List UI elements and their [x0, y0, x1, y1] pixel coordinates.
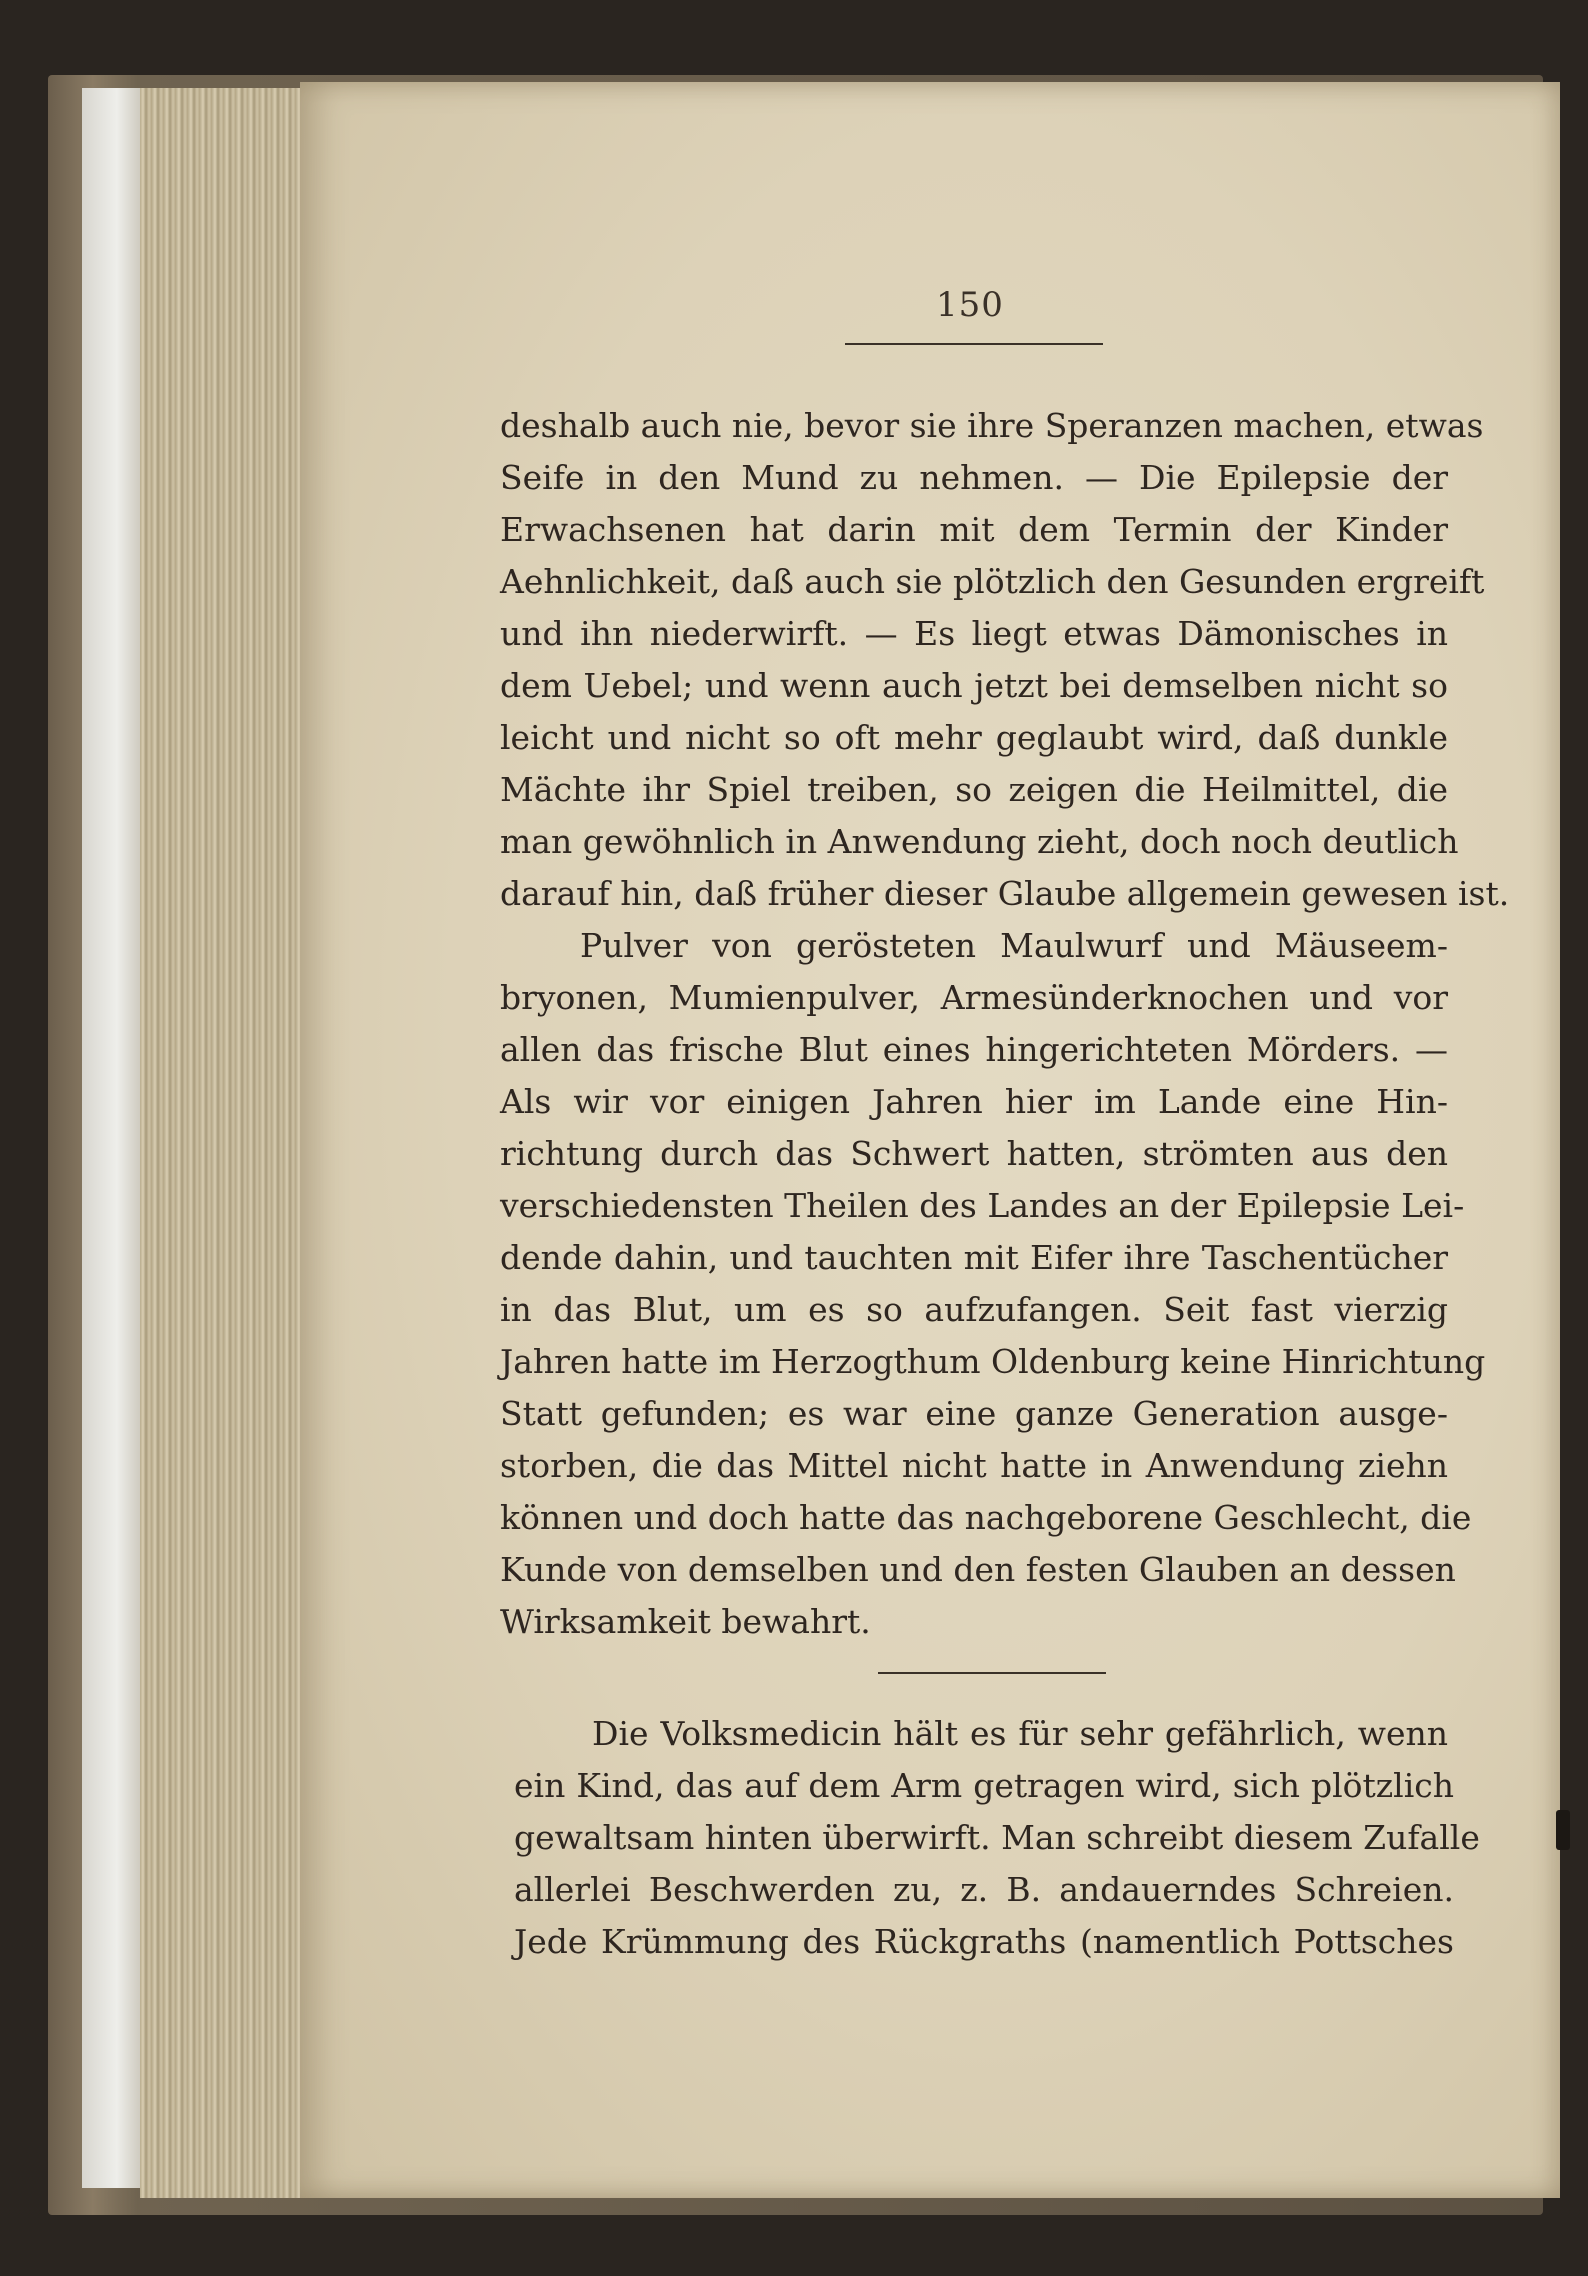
endpaper: [82, 88, 140, 2188]
text-line: dem Uebel; und wenn auch jetzt bei demselben nicht so: [500, 666, 1448, 705]
text-line: richtung durch das Schwert hatten, strömten aus den: [500, 1134, 1448, 1173]
text-line: ein Kind, das auf dem Arm getragen wird, sich plötzlich: [514, 1766, 1454, 1805]
text-line: Pulver von gerösteten Maulwurf und Mäuseem-: [580, 926, 1448, 965]
text-line: Statt gefunden; es war eine ganze Generation ausge-: [500, 1394, 1448, 1433]
text-line: Die Volksmedicin hält es für sehr gefährlich, wenn: [592, 1714, 1448, 1753]
text-line: in das Blut, um es so aufzufangen. Seit fast vierzig: [500, 1290, 1448, 1329]
text-line: Jahren hatte im Herzogthum Oldenburg keine Hinrichtung: [500, 1342, 1486, 1381]
text-line: Als wir vor einigen Jahren hier im Lande eine Hin-: [500, 1082, 1448, 1121]
text-line: storben, die das Mittel nicht hatte in Anwendung ziehn: [500, 1446, 1448, 1485]
text-line: gewaltsam hinten überwirft. Man schreibt diesem Zufalle: [514, 1818, 1480, 1857]
text-line: verschiedensten Theilen des Landes an der Epilepsie Lei-: [500, 1186, 1465, 1225]
text-line: deshalb auch nie, bevor sie ihre Speranzen machen, etwas: [500, 406, 1484, 445]
text-line: allen das frische Blut eines hingerichteten Mörders. —: [500, 1030, 1448, 1069]
text-line: darauf hin, daß früher dieser Glaube allgemein gewesen ist.: [500, 874, 1510, 913]
page-tab-mark: [1556, 1810, 1570, 1850]
text-line: Kunde von demselben und den festen Glauben an dessen: [500, 1550, 1456, 1589]
text-line: Erwachsenen hat darin mit dem Termin der Kinder: [500, 510, 1448, 549]
text-line: allerlei Beschwerden zu, z. B. andauerndes Schreien.: [514, 1870, 1454, 1909]
page-edges: [140, 88, 315, 2198]
text-line: dende dahin, und tauchten mit Eifer ihre Taschentücher: [500, 1238, 1448, 1277]
text-line: Seife in den Mund zu nehmen. — Die Epilepsie der: [500, 458, 1448, 497]
header-rule: [845, 343, 1103, 345]
text-line: Jede Krümmung des Rückgraths (namentlich Pottsches: [514, 1922, 1454, 1961]
text-line: Mächte ihr Spiel treiben, so zeigen die Heilmittel, die: [500, 770, 1448, 809]
text-line: können und doch hatte das nachgeborene Geschlecht, die: [500, 1498, 1472, 1537]
text-line: und ihn niederwirft. — Es liegt etwas Dämonisches in: [500, 614, 1448, 653]
text-line: bryonen, Mumienpulver, Armesünderknochen und vor: [500, 978, 1448, 1017]
section-divider: [878, 1672, 1106, 1674]
text-line: leicht und nicht so oft mehr geglaubt wird, daß dunkle: [500, 718, 1448, 757]
text-line: man gewöhnlich in Anwendung zieht, doch noch deutlich: [500, 822, 1459, 861]
page-number: 150: [936, 285, 1004, 325]
text-line: Wirksamkeit bewahrt.: [500, 1602, 871, 1641]
text-line: Aehnlichkeit, daß auch sie plötzlich den Gesunden ergreift: [500, 562, 1485, 601]
